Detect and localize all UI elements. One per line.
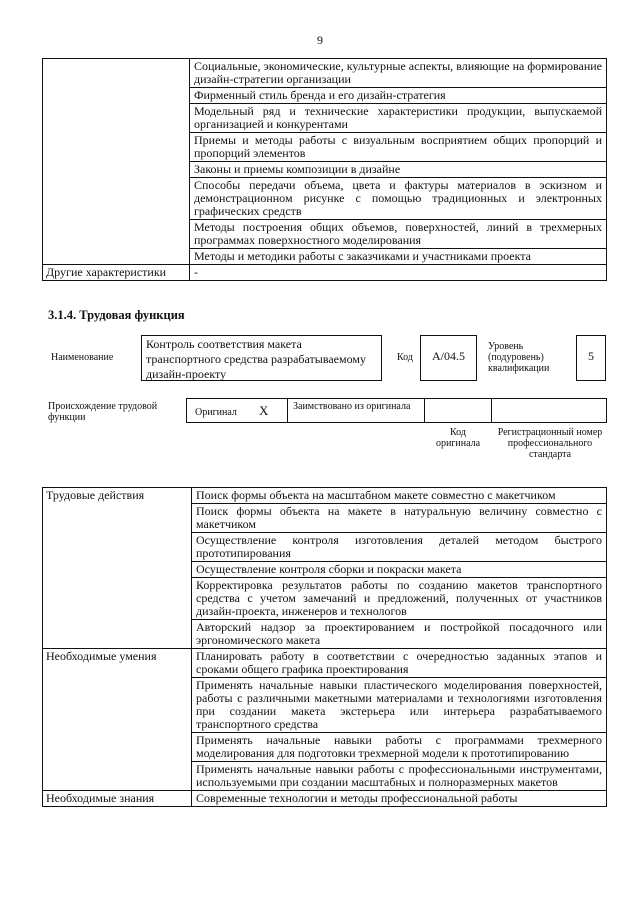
function-name-box (141, 335, 382, 381)
function-row (43, 488, 607, 504)
knowledge-item: Приемы и методы работы с визуальным восприятием общих пропорций и пропорций элементов (190, 133, 607, 162)
group-item: Планировать работу в соответствии с очередностью заданных этапов и сроками общего графика проектирования (192, 649, 607, 678)
function-name: Контроль соответствия макета транспортного средства разрабатываемому дизайн-проекту (146, 337, 366, 381)
original-label: Оригинал (195, 407, 237, 418)
knowledge-item: Методы построения общих объемов, поверхностей, линий в трехмерных программах поверхностного моделирования (190, 220, 607, 249)
other-characteristics-label: Другие характеристики (43, 265, 190, 281)
knowledge-item: Модельный ряд и технические характеристики продукции, выпускаемой организацией и конкурентами (190, 104, 607, 133)
knowledge-item: Законы и приемы композиции в дизайне (190, 162, 607, 178)
group-label: Трудовые действия (43, 488, 192, 649)
group-item: Осуществление контроля сборки и покраски макета (192, 562, 607, 578)
group-item: Применять начальные навыки работы с профессиональными инструментами, используемыми при создании масштабных и полноразмерных макетов (192, 762, 607, 791)
code-label: Код (397, 352, 413, 363)
knowledge-item: Фирменный стиль бренда и его дизайн-стратегия (190, 88, 607, 104)
name-label: Наименование (51, 352, 114, 363)
origin-label: Происхождение трудовой функции (48, 401, 158, 423)
section-title: 3.1.4. Трудовая функция (48, 308, 185, 322)
level-value: 5 (588, 349, 594, 363)
function-details-table (42, 487, 607, 807)
origin-row (186, 398, 607, 423)
level-value-box (576, 335, 606, 381)
group-item: Авторский надзор за проектированием и постройкой посадочного или эргономического макета (192, 620, 607, 649)
borrowed-label: Заимствовано из оригинала (293, 401, 411, 412)
group-item: Осуществление контроля изготовления деталей методом быстрого прототипирования (192, 533, 607, 562)
other-characteristics-value: - (190, 265, 607, 281)
origin-divider-1 (287, 398, 288, 423)
knowledge-item: Социальные, экономические, культурные аспекты, влияющие на формирование дизайн-стратегии организации (190, 59, 607, 88)
knowledge-label-cell (43, 59, 190, 265)
group-item: Применять начальные навыки пластического моделирования поверхностей, работы с различными макетными материалами и технологиями изготовления при создании макета экстерьера или интерьера разрабатываемого транспортного средства (192, 678, 607, 733)
knowledge-item: Методы и методики работы с заказчиками и участниками проекта (190, 249, 607, 265)
origin-divider-3 (491, 398, 492, 423)
reg-number-caption: Регистрационный номер профессионального стандарта (497, 427, 603, 460)
group-item: Корректировка результатов работы по созданию макетов транспортного средства с учетом замечаний и предложений, полученных от участников дизайн-проекта, инженеров и технологов (192, 578, 607, 620)
group-item: Современные технологии и методы профессиональной работы (192, 791, 607, 807)
page-number: 9 (317, 33, 323, 47)
group-item: Применять начальные навыки работы с программами трехмерного моделирования для подготовки трехмерной модели к прототипированию (192, 733, 607, 762)
function-row (43, 649, 607, 678)
level-label: Уровень (подуровень) квалификации (488, 341, 550, 374)
code-original-caption: Код оригинала (435, 427, 481, 449)
function-row (43, 791, 607, 807)
group-label: Необходимые знания (43, 791, 192, 807)
group-label: Необходимые умения (43, 649, 192, 791)
function-code-box (420, 335, 477, 381)
knowledge-item: Способы передачи объема, цвета и фактуры материалов в эскизном и демонстрационном рисунке с помощью традиционных и электронных графических средств (190, 178, 607, 220)
group-item: Поиск формы объекта на масштабном макете совместно с макетчиком (192, 488, 607, 504)
other-characteristics-row (43, 265, 607, 281)
original-mark: X (259, 403, 269, 418)
function-code: А/04.5 (432, 349, 465, 363)
group-item: Поиск формы объекта на макете в натуральную величину совместно с макетчиком (192, 504, 607, 533)
knowledge-row (43, 59, 607, 88)
origin-divider-2 (424, 398, 425, 423)
knowledge-continuation-table (42, 58, 607, 281)
